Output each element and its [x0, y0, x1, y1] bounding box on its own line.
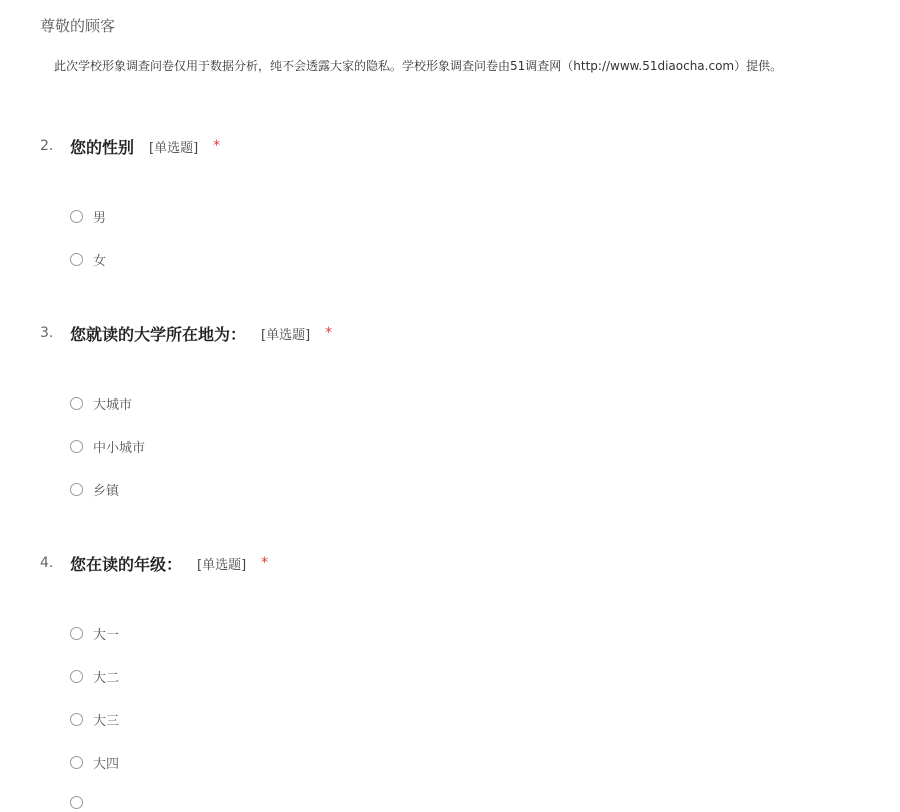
option-big-city[interactable]	[70, 393, 132, 413]
question-type-label: [单选题]	[197, 557, 247, 573]
question-type-label: [单选题]	[149, 140, 199, 156]
question-title-row	[40, 551, 268, 575]
option-sophomore[interactable]	[70, 666, 119, 686]
radio-icon[interactable]	[70, 756, 83, 769]
option-label: 男	[93, 210, 107, 226]
question-number: 3.	[40, 325, 54, 341]
option-town[interactable]	[70, 479, 119, 499]
question-number: 4.	[40, 555, 54, 571]
option-senior[interactable]	[70, 752, 119, 772]
radio-icon[interactable]	[70, 796, 83, 809]
required-marker: *	[213, 138, 221, 154]
radio-icon[interactable]	[70, 670, 83, 683]
option-label: 中小城市	[93, 440, 146, 456]
option-junior[interactable]	[70, 709, 119, 729]
option-label: 女	[93, 253, 107, 269]
greeting: 尊敬的顾客	[40, 17, 116, 35]
option-freshman[interactable]	[70, 623, 119, 643]
question-text: 您在读的年级：	[70, 554, 183, 574]
option-label: 大二	[93, 670, 120, 686]
question-type-label: [单选题]	[261, 327, 311, 343]
option-female[interactable]	[70, 249, 106, 269]
required-marker: *	[325, 325, 333, 341]
option-label: 大城市	[93, 397, 133, 413]
option-label: 大三	[93, 713, 120, 729]
question-title-row	[40, 321, 332, 345]
radio-icon[interactable]	[70, 713, 83, 726]
radio-icon[interactable]	[70, 440, 83, 453]
option-partial-cutoff[interactable]	[70, 792, 93, 812]
option-label: 乡镇	[93, 483, 120, 499]
radio-icon[interactable]	[70, 210, 83, 223]
option-label: 大一	[93, 627, 120, 643]
option-label: 大四	[93, 756, 120, 772]
option-male[interactable]	[70, 206, 106, 226]
radio-icon[interactable]	[70, 397, 83, 410]
question-title-row	[40, 134, 220, 158]
question-number: 2.	[40, 138, 54, 154]
radio-icon[interactable]	[70, 483, 83, 496]
required-marker: *	[261, 555, 269, 571]
question-text: 您就读的大学所在地为：	[70, 324, 247, 344]
survey-intro: 此次学校形象调查问卷仅用于数据分析，纯不会透露大家的隐私。学校形象调查问卷由51调查网（http://www.51diaocha.com）提供。	[54, 59, 783, 73]
option-small-city[interactable]	[70, 436, 145, 456]
question-text: 您的性别	[70, 137, 135, 157]
radio-icon[interactable]	[70, 627, 83, 640]
radio-icon[interactable]	[70, 253, 83, 266]
